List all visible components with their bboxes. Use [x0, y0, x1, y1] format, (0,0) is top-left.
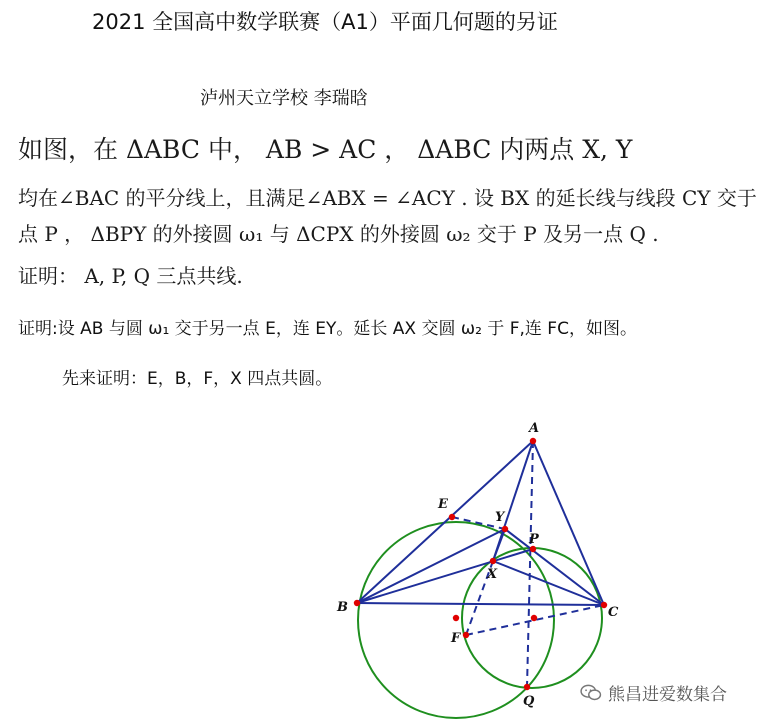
label-A: A: [529, 421, 540, 436]
label-Q: Q: [523, 694, 535, 709]
watermark: [580, 680, 727, 705]
point-B: [354, 600, 360, 606]
point-A: [530, 438, 536, 444]
segment-BC: [357, 603, 604, 605]
author-line: 泸州天立学校 李瑞晗: [200, 88, 368, 109]
label-F: F: [451, 631, 461, 646]
proof-line-2: 先来证明：E，B，F，X 四点共圆。: [62, 369, 333, 389]
problem-line-2: 均在∠BAC 的平分线上，且满足∠ABX = ∠ACY . 设 BX 的延长线与线段 CY 交于: [18, 186, 757, 210]
problem-line-4: 证明： A, P, Q 三点共线.: [18, 264, 243, 288]
wechat-icon: [580, 684, 602, 702]
segment-BP: [357, 549, 533, 603]
watermark-text: 熊昌进爱数集合: [608, 685, 727, 705]
segment-CY: [505, 529, 604, 605]
segment-BY: [357, 529, 505, 603]
point-Q: [524, 684, 530, 690]
point-C: [601, 602, 607, 608]
point-Y: [502, 526, 508, 532]
page-title: 2021 全国高中数学联赛（A1）平面几何题的另证: [92, 10, 558, 34]
center-omega1: [453, 615, 459, 621]
dashed-AQ: [527, 441, 533, 687]
center-omega2: [531, 615, 537, 621]
label-B: B: [337, 600, 348, 615]
label-X: X: [487, 567, 498, 582]
label-Y: Y: [495, 510, 505, 525]
point-E: [449, 514, 455, 520]
problem-line-3: 点 P ， ΔBPY 的外接圆 ω₁ 与 ΔCPX 的外接圆 ω₂ 交于 P 及另一点 Q .: [18, 222, 659, 246]
proof-line-1: 证明:设 AB 与圆 ω₁ 交于另一点 E，连 EY。延长 AX 交圆 ω₂ 于 F,连 FC，如图。: [18, 319, 637, 339]
point-F: [463, 632, 469, 638]
point-X: [490, 558, 496, 564]
label-P: P: [529, 532, 539, 547]
problem-line-1: 如图，在 ΔABC 中， AB > AC ， ΔABC 内两点 X, Y: [18, 135, 633, 164]
label-E: E: [438, 497, 448, 512]
label-C: C: [608, 605, 619, 620]
